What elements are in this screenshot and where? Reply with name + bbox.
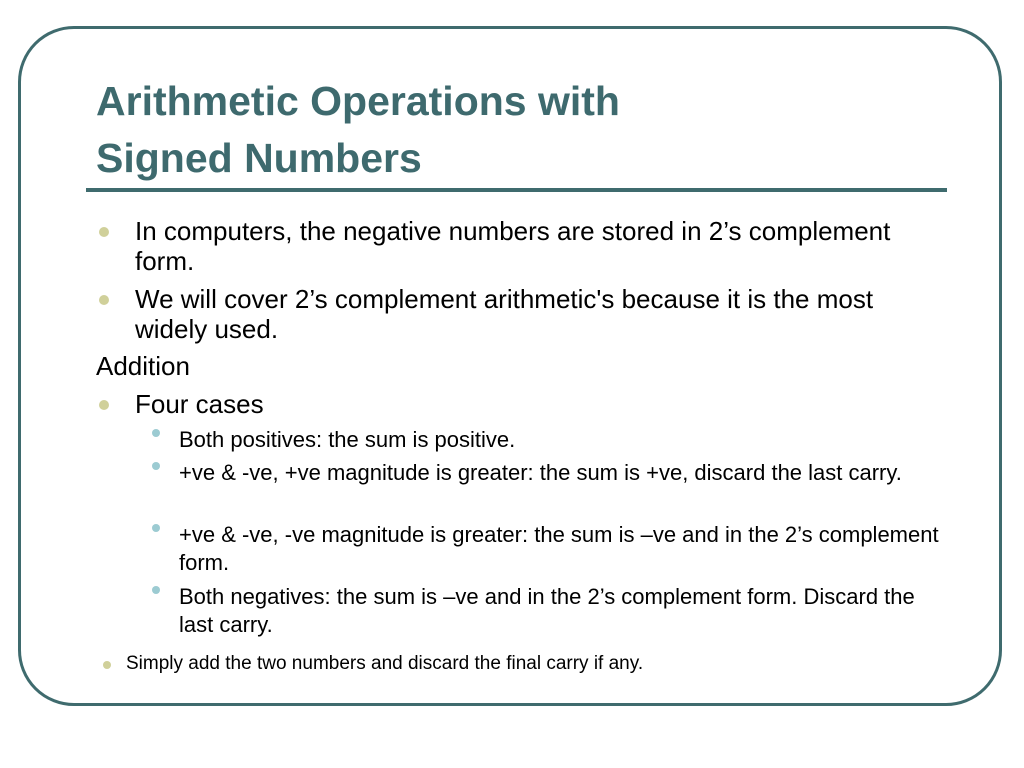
sub-bullet-dot-icon: [152, 462, 160, 470]
case-item: +ve & -ve, -ve magnitude is greater: the sum is –ve and in the 2’s complement form.: [179, 522, 939, 575]
bullet-dot-icon: [103, 661, 111, 669]
sub-heading: Four cases: [135, 389, 264, 419]
footnote-item: Simply add the two numbers and discard the final carry if any.: [126, 653, 644, 674]
bullet-dot-icon: [99, 295, 109, 305]
sub-bullet-dot-icon: [152, 586, 160, 594]
title-line-1: Arithmetic Operations with: [96, 78, 620, 124]
case-item: +ve & -ve, +ve magnitude is greater: the sum is +ve, discard the last carry.: [179, 460, 902, 485]
bullet-item: In computers, the negative numbers are stored in 2’s complement form.: [135, 216, 891, 276]
section-heading: Addition: [96, 351, 190, 381]
title-line-2: Signed Numbers: [96, 135, 422, 181]
case-item: Both positives: the sum is positive.: [179, 427, 516, 452]
bullet-dot-icon: [99, 400, 109, 410]
bullet-dot-icon: [99, 227, 109, 237]
sub-bullet-dot-icon: [152, 524, 160, 532]
bullet-item: We will cover 2’s complement arithmetic's because it is the most widely used.: [135, 284, 874, 344]
case-item: Both negatives: the sum is –ve and in the 2’s complement form. Discard the last carry.: [179, 584, 915, 637]
sub-bullet-dot-icon: [152, 429, 160, 437]
